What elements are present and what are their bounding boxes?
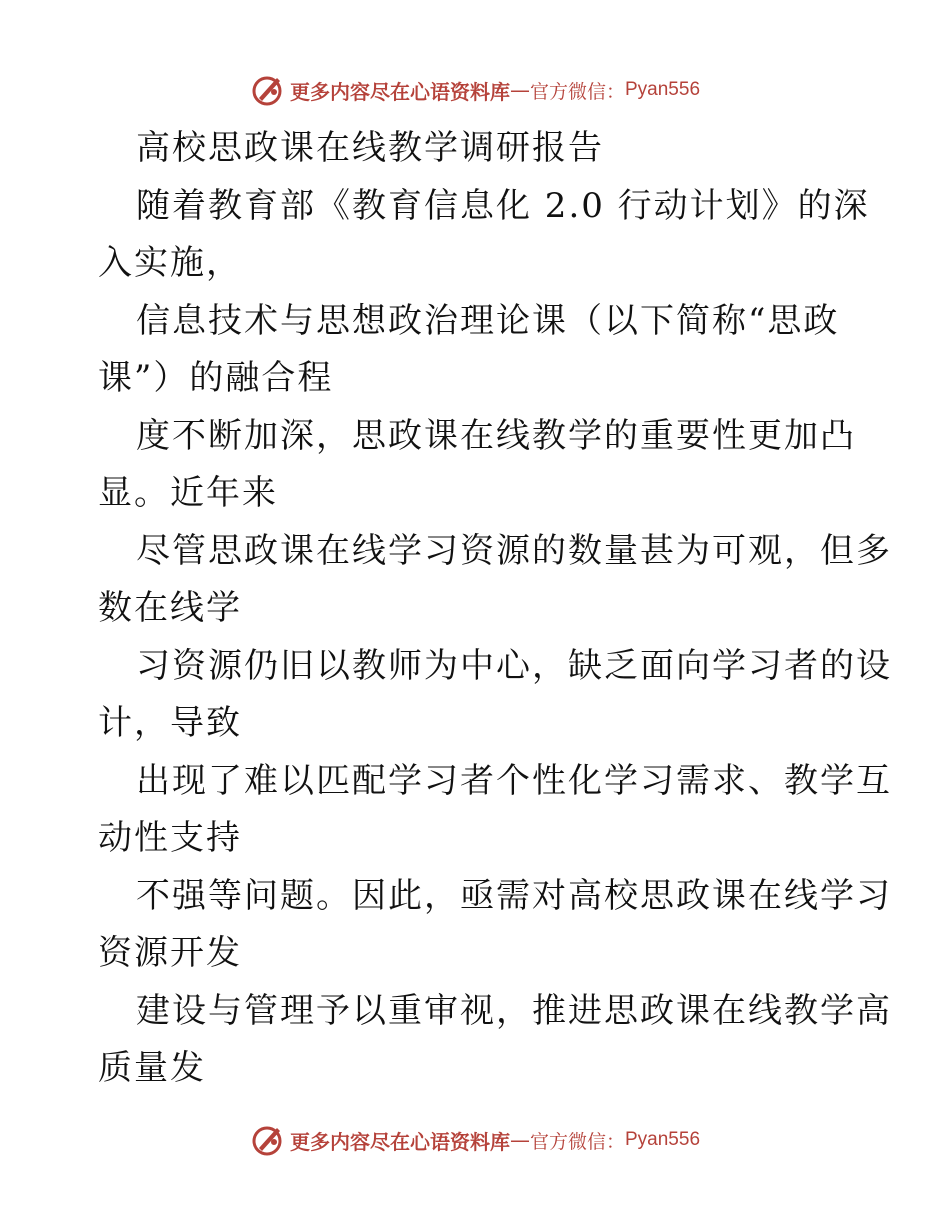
text-line: 显。近年来 bbox=[98, 473, 278, 513]
text-line: 习资源仍旧以教师为中心，缺乏面向学习者的设 bbox=[136, 645, 892, 686]
watermark-official-label: 官方微信： bbox=[529, 80, 625, 103]
quill-logo-icon bbox=[250, 72, 286, 108]
watermark-dash: — bbox=[509, 1128, 530, 1152]
text-line: 资源开发 bbox=[98, 933, 242, 973]
watermark-brand-text: 更多内容尽在心语资料库 bbox=[289, 1129, 510, 1154]
text-line: 度不断加深，思政课在线教学的重要性更加凸 bbox=[136, 415, 856, 456]
text-line: 随着教育部《教育信息化 2.0 行动计划》的深 bbox=[136, 185, 870, 226]
document-body bbox=[98, 120, 892, 1098]
text-line: 建设与管理予以重审视，推进思政课在线教学高 bbox=[136, 990, 892, 1031]
text-line: 不强等问题。因此，亟需对高校思政课在线学习 bbox=[136, 875, 892, 916]
text-line: 数在线学 bbox=[98, 588, 242, 628]
watermark-brand-text: 更多内容尽在心语资料库 bbox=[289, 79, 510, 104]
footer-watermark bbox=[0, 1120, 950, 1160]
text-line: 动性支持 bbox=[98, 818, 242, 858]
document-title: 高校思政课在线教学调研报告 bbox=[136, 128, 604, 168]
watermark-wechat-id: Pyan556 bbox=[625, 1129, 701, 1150]
quill-logo-icon bbox=[250, 1122, 286, 1158]
text-line: 出现了难以匹配学习者个性化学习需求、教学互 bbox=[136, 760, 892, 801]
watermark-wechat-id: Pyan556 bbox=[625, 79, 701, 100]
watermark-dash: — bbox=[509, 78, 530, 102]
text-line: 质量发 bbox=[98, 1048, 206, 1088]
watermark-official-label: 官方微信： bbox=[529, 1130, 625, 1153]
text-line: 尽管思政课在线学习资源的数量甚为可观，但多 bbox=[136, 530, 892, 571]
header-watermark bbox=[0, 70, 950, 110]
text-line: 课”）的融合程 bbox=[98, 358, 334, 398]
text-line: 入实施， bbox=[98, 243, 242, 283]
text-line: 计，导致 bbox=[98, 703, 242, 743]
text-line: 信息技术与思想政治理论课（以下简称“思政 bbox=[136, 300, 840, 341]
